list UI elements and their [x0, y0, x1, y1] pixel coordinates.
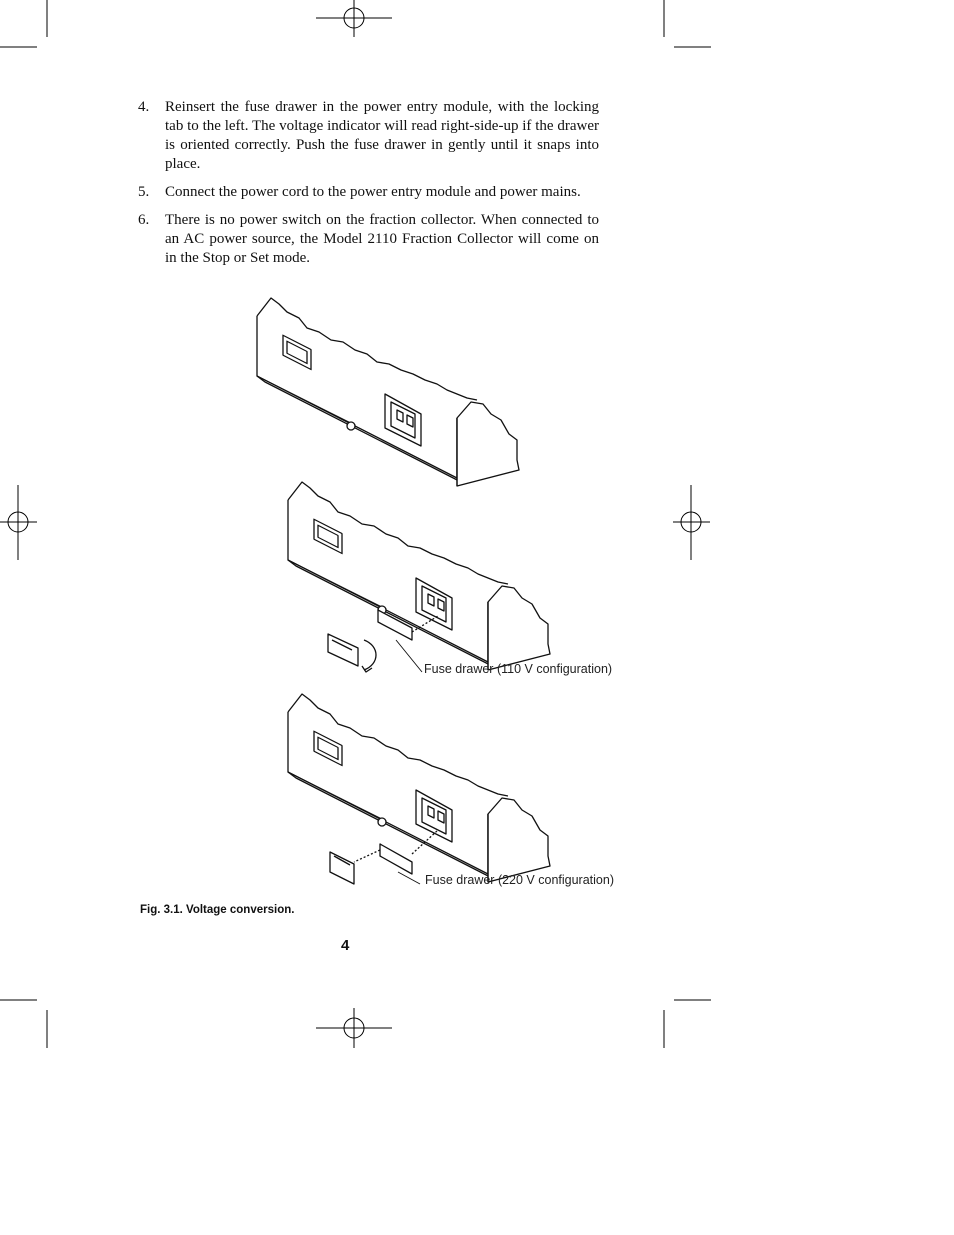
step-text: Connect the power cord to the power entry module and power mains. — [165, 184, 581, 200]
fuse-drawer-110v — [328, 610, 438, 672]
leader-line-110v — [396, 640, 422, 672]
leader-line-220v — [398, 872, 420, 884]
step-text: Reinsert the fuse drawer in the power entry module, with the locking tab to the left. The voltage indicator will read right-side-up if the drawer is oriented correctly. Push the fuse drawer in gently until it snaps into place. — [165, 99, 599, 172]
step-number: 5. — [138, 184, 150, 200]
fuse-drawer-220v-label: Fuse drawer (220 V configuration) — [425, 873, 614, 887]
step-number: 6. — [138, 212, 150, 228]
step-text: There is no power switch on the fraction collector. When connected to an AC power source, the Model 2110 Fraction Collector will come on in the Stop or Set mode. — [165, 212, 599, 266]
fuse-drawer-220v — [330, 830, 438, 884]
collector-diagram-110v — [288, 482, 550, 672]
collector-diagram-220v — [288, 694, 550, 884]
collector-diagram-assembled — [257, 298, 519, 486]
figure-caption: Fig. 3.1. Voltage conversion. — [140, 904, 295, 916]
page-number: 4 — [341, 937, 350, 954]
step-number: 4. — [138, 99, 150, 115]
fuse-drawer-110v-label: Fuse drawer (110 V configuration) — [424, 662, 613, 676]
